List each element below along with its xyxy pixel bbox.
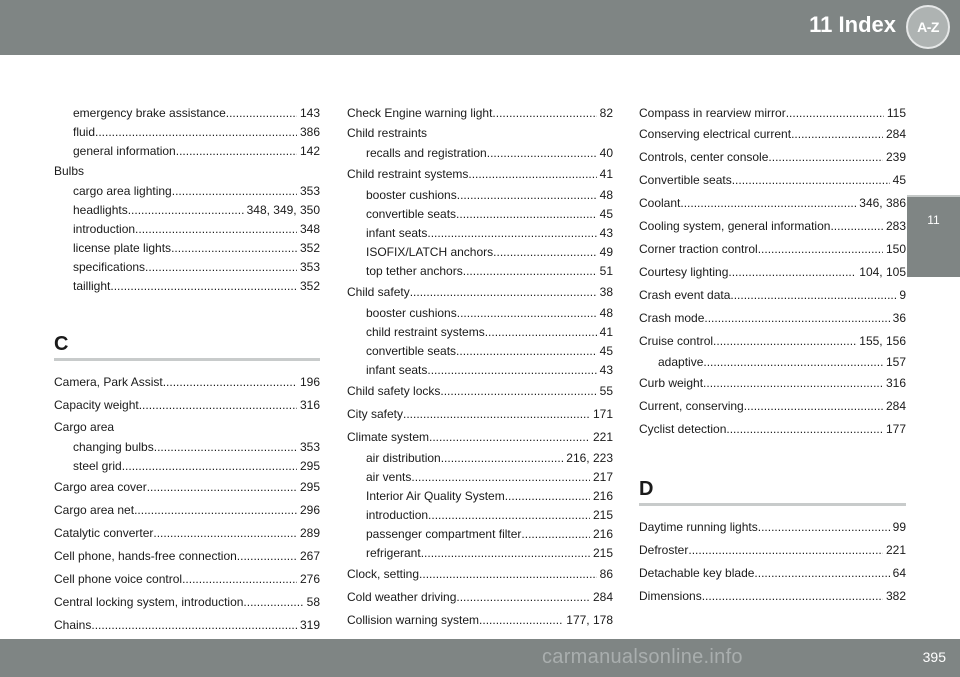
index-term: headlights [73,203,128,217]
dot-leader [754,562,889,585]
dot-leader [419,563,597,586]
index-page-reference[interactable]: 296 [299,503,320,517]
dot-leader [732,169,890,192]
index-page-reference[interactable]: 352 [299,279,320,293]
index-term: City safety [347,407,404,421]
index-page-reference[interactable]: 284 [885,399,906,413]
index-subentry[interactable] [54,438,320,457]
index-subentry[interactable] [347,544,613,563]
dot-leader [428,506,590,525]
index-subentry[interactable] [54,277,320,296]
index-subentry[interactable] [347,487,613,506]
index-subentry[interactable] [347,342,613,361]
watermark: carmanualsonline.info [542,646,743,668]
index-entry[interactable] [54,371,320,394]
index-entry[interactable] [639,192,906,215]
index-entry[interactable] [54,591,320,614]
index-entry[interactable] [347,563,613,586]
index-term: specifications [73,260,146,274]
index-entry[interactable] [347,380,613,403]
chapter-header-bar [0,0,960,55]
dot-leader [457,186,597,205]
index-page-reference[interactable]: 221 [592,430,613,444]
index-term: Child safety locks [347,384,441,398]
index-page-reference[interactable]: 38 [599,285,613,299]
index-page-reference[interactable]: 49 [599,245,613,259]
index-page-reference[interactable]: 353 [299,184,320,198]
index-term: license plate lights [73,241,172,255]
index-page-reference[interactable]: 115 [886,106,906,120]
chapter-title: 11 Index [809,12,896,37]
index-term: Capacity weight [54,398,139,412]
index-entry[interactable] [639,261,906,284]
index-term: Daytime running lights [639,520,758,534]
index-page-reference[interactable]: 295 [299,480,320,494]
index-term: Defroster [639,543,689,557]
index-entry[interactable] [639,562,906,585]
index-parent-term: Child restraints [347,126,428,140]
index-page-reference[interactable]: 86 [599,567,613,581]
dot-leader [128,201,244,220]
dot-leader [487,144,597,163]
index-page-reference[interactable]: 319 [299,618,320,632]
index-term: Convertible seats [639,173,732,187]
index-page-reference[interactable]: 217 [592,470,613,484]
dot-leader [485,323,597,342]
index-page-reference[interactable]: 283 [885,219,906,233]
index-term: Coolant [639,196,681,210]
index-subentry[interactable] [347,144,613,163]
index-subentry[interactable] [54,142,320,161]
dot-leader [744,395,883,418]
index-term: Courtesy lighting [639,265,729,279]
dot-leader [440,380,596,403]
dot-leader [791,123,883,146]
dot-leader [429,426,590,449]
index-page-reference[interactable]: 40 [599,146,613,160]
index-term: convertible seats [366,207,457,221]
dot-leader [703,353,883,372]
dot-leader [176,142,297,161]
index-page-reference[interactable]: 267 [299,549,320,563]
index-subentry[interactable] [347,205,613,224]
dot-leader [95,123,297,142]
dot-leader [730,284,896,307]
index-subentry[interactable] [347,361,613,380]
dot-leader [680,192,856,215]
index-entry[interactable] [639,169,906,192]
dot-leader [182,568,297,591]
index-page-reference[interactable]: 346, 386 [859,196,906,210]
index-term: changing bulbs [73,440,154,454]
index-term: air distribution [366,451,441,465]
dot-leader [703,372,883,395]
dot-leader [403,403,590,426]
index-entry[interactable] [639,516,906,539]
index-page-reference[interactable]: 157 [885,355,906,369]
dot-leader [139,394,297,417]
index-page-reference[interactable]: 289 [299,526,320,540]
index-term: Curb weight [639,376,704,390]
index-term: Cooling system, general information [639,219,831,233]
dot-leader [786,104,884,123]
index-term: general information [73,144,176,158]
index-term: Crash event data [639,288,731,302]
index-term: Check Engine warning light [347,106,493,120]
dot-leader [456,342,597,361]
chapter-side-tab[interactable] [907,195,960,277]
index-page-reference[interactable]: 64 [892,566,906,580]
index-term: Conserving electrical current [639,127,792,141]
index-entry[interactable] [54,394,320,417]
index-term: child restraint systems [366,325,485,339]
index-entry[interactable] [54,499,320,522]
index-term: cargo area lighting [73,184,172,198]
index-page-reference[interactable]: 142 [299,144,320,158]
index-term: ISOFIX/LATCH anchors [366,245,494,259]
index-term: Climate system [347,430,430,444]
dot-leader [688,539,883,562]
dot-leader [226,104,297,123]
index-page-reference[interactable]: 348 [299,222,320,236]
index-subentry[interactable] [347,262,613,281]
dot-leader [427,224,596,243]
dot-leader [145,258,297,277]
index-entry[interactable] [639,372,906,395]
index-entry[interactable] [347,104,613,123]
page-number: 395 [922,649,946,665]
index-entry[interactable] [347,609,613,632]
index-term: Central locking system, introduction [54,595,244,609]
dot-leader [456,205,597,224]
index-subentry[interactable] [54,220,320,239]
index-subentry[interactable] [54,457,320,476]
index-term: air vents [366,470,412,484]
index-page-reference[interactable]: 51 [599,264,613,278]
index-term: steel grid [73,459,122,473]
index-term: passenger compartment filter [366,527,522,541]
index-term: Corner traction control [639,242,758,256]
index-entry[interactable] [54,568,320,591]
index-page-reference[interactable]: 353 [299,440,320,454]
dot-leader [91,614,297,637]
index-subentry[interactable] [347,323,613,342]
index-subentry[interactable] [54,182,320,201]
index-entry[interactable] [639,307,906,330]
index-entry[interactable] [54,476,320,499]
index-term: Collision warning system [347,613,480,627]
index-entry[interactable] [639,418,906,441]
index-term: Child restraint systems [347,167,469,181]
index-page-reference[interactable]: 221 [885,543,906,557]
dot-leader [492,104,596,123]
dot-leader [163,371,297,394]
index-page-reference[interactable]: 216, 223 [566,451,613,465]
dot-leader [704,307,889,330]
dot-leader [463,262,597,281]
index-page-reference[interactable]: 143 [299,106,320,120]
index-subentry[interactable] [347,449,613,468]
dot-leader [134,499,297,522]
section-divider [639,503,906,506]
index-subentry[interactable] [54,239,320,258]
chapter-side-tab-label: 11 [927,213,940,227]
index-page-reference[interactable]: 352 [299,241,320,255]
section-letter-heading: D [639,478,654,500]
index-page-reference[interactable]: 104, 105 [859,265,906,279]
index-page-reference[interactable]: 216 [592,489,613,503]
index-page-reference[interactable]: 316 [299,398,320,412]
dot-leader [521,525,590,544]
index-subentry[interactable] [54,201,320,220]
dot-leader [479,609,563,632]
index-term: Cold weather driving [347,590,457,604]
index-term: booster cushions [366,306,457,320]
index-entry[interactable] [639,585,906,608]
index-term: Crash mode [639,311,705,325]
dot-leader [172,182,297,201]
dot-leader [411,468,590,487]
dot-leader [110,277,297,296]
index-entry[interactable] [639,330,906,353]
dot-leader [237,545,297,568]
index-page-reference[interactable]: 239 [885,150,906,164]
index-term: introduction [366,508,429,522]
index-page-reference[interactable]: 99 [892,520,906,534]
dot-leader [830,215,883,238]
index-term: Clock, setting [347,567,420,581]
dot-leader [505,487,590,506]
dot-leader [243,591,303,614]
index-page-reference[interactable]: 48 [599,306,613,320]
index-page-reference[interactable]: 36 [892,311,906,325]
index-term: Compass in rearview mirror [639,106,786,120]
index-term: booster cushions [366,188,457,202]
index-page-reference[interactable]: 215 [592,546,613,560]
index-page-reference[interactable]: 177, 178 [566,613,613,627]
index-term: Cruise control [639,334,714,348]
index-term: Camera, Park Assist [54,375,163,389]
dot-leader [171,239,297,258]
index-subentry[interactable] [54,258,320,277]
index-term: infant seats [366,363,428,377]
index-entry[interactable] [639,123,906,146]
index-page-reference[interactable]: 41 [599,325,613,339]
index-entry[interactable] [54,545,320,568]
dot-leader [135,220,297,239]
index-entry[interactable] [54,614,320,637]
dot-leader [468,163,596,186]
index-term: Cell phone, hands-free connection [54,549,237,563]
index-subentry[interactable] [54,123,320,142]
section-letter-heading: C [54,333,69,355]
dot-leader [758,238,883,261]
index-page-reference[interactable]: 196 [299,375,320,389]
index-page-reference[interactable]: 353 [299,260,320,274]
index-entry[interactable] [347,426,613,449]
index-subentry[interactable] [347,186,613,205]
index-entry[interactable] [639,395,906,418]
index-subentry[interactable] [639,353,906,372]
index-column-2 [347,104,613,632]
index-page-reference[interactable]: 48 [599,188,613,202]
index-entry[interactable] [639,215,906,238]
index-page-reference[interactable]: 348, 349, 350 [246,203,320,217]
index-subentry[interactable] [347,243,613,262]
index-page-reference[interactable]: 316 [885,376,906,390]
dot-leader [728,261,856,284]
index-term: fluid [73,125,96,139]
dot-leader [456,586,590,609]
index-page-reference[interactable]: 55 [599,384,613,398]
index-column-1 [54,104,320,637]
dot-leader [441,449,564,468]
index-page-reference[interactable]: 9 [899,288,906,302]
index-term: Interior Air Quality System [366,489,505,503]
index-entry[interactable] [639,104,906,123]
index-page-reference[interactable]: 43 [599,363,613,377]
index-parent-term: Cargo area [54,420,115,434]
index-page-reference[interactable]: 45 [599,207,613,221]
index-parent-term: Bulbs [54,164,85,178]
index-entry[interactable] [347,163,613,186]
index-term: infant seats [366,226,428,240]
dot-leader [410,281,597,304]
dot-leader [726,418,883,441]
index-term: introduction [73,222,136,236]
index-entry[interactable] [347,281,613,304]
index-page-reference[interactable]: 276 [299,572,320,586]
index-subentry[interactable] [347,525,613,544]
dot-leader [122,457,297,476]
dot-leader [768,146,883,169]
index-page-reference[interactable]: 295 [299,459,320,473]
index-entry[interactable] [639,238,906,261]
index-subentry[interactable] [347,304,613,323]
index-term: emergency brake assistance [73,106,226,120]
index-page-reference[interactable]: 284 [885,127,906,141]
index-term: recalls and registration [366,146,487,160]
index-term: top tether anchors [366,264,463,278]
section-divider [54,358,320,361]
index-subentry[interactable] [347,506,613,525]
index-page-reference[interactable]: 41 [599,167,613,181]
a-z-index-icon [906,5,950,49]
index-page-reference[interactable]: 284 [592,590,613,604]
dot-leader [457,304,597,323]
index-page-reference[interactable]: 150 [885,242,906,256]
index-page-reference[interactable]: 177 [885,422,906,436]
dot-leader [493,243,596,262]
index-term: Cyclist detection [639,422,727,436]
index-column-3 [639,104,906,608]
index-entry[interactable] [54,522,320,545]
index-entry[interactable] [639,539,906,562]
index-term: Dimensions [639,589,702,603]
index-page-reference[interactable]: 215 [592,508,613,522]
index-term: Cell phone voice control [54,572,183,586]
index-term: Child safety [347,285,410,299]
index-entry[interactable] [347,586,613,609]
index-term: Chains [54,618,92,632]
index-entry[interactable] [639,146,906,169]
index-term: adaptive [658,355,704,369]
index-term: Cargo area cover [54,480,147,494]
page-footer-bar [0,639,960,677]
index-term: Detachable key blade [639,566,755,580]
index-term: taillight [73,279,111,293]
dot-leader [154,438,297,457]
index-page-reference[interactable]: 45 [892,173,906,187]
index-page-reference[interactable]: 43 [599,226,613,240]
dot-leader [713,330,856,353]
index-page-reference[interactable]: 171 [592,407,613,421]
index-term: convertible seats [366,344,457,358]
index-entry[interactable] [347,403,613,426]
dot-leader [427,361,596,380]
index-page-reference[interactable]: 82 [599,106,613,120]
dot-leader [702,585,883,608]
index-page-reference[interactable]: 386 [299,125,320,139]
dot-leader [147,476,297,499]
index-subentry[interactable] [347,224,613,243]
index-page-reference[interactable]: 155, 156 [859,334,906,348]
index-term: Cargo area net [54,503,135,517]
index-page-reference[interactable]: 58 [306,595,320,609]
index-term: Current, conserving [639,399,744,413]
index-term: Controls, center console [639,150,769,164]
index-entry[interactable] [639,284,906,307]
a-z-badge-label: A-Z [917,19,939,35]
dot-leader [153,522,297,545]
index-term: refrigerant [366,546,421,560]
index-page-reference[interactable]: 382 [885,589,906,603]
dot-leader [421,544,590,563]
index-page-reference[interactable]: 45 [599,344,613,358]
dot-leader [758,516,890,539]
index-page-reference[interactable]: 216 [592,527,613,541]
index-subentry[interactable] [347,468,613,487]
index-subentry[interactable] [54,104,320,123]
index-term: Catalytic converter [54,526,154,540]
